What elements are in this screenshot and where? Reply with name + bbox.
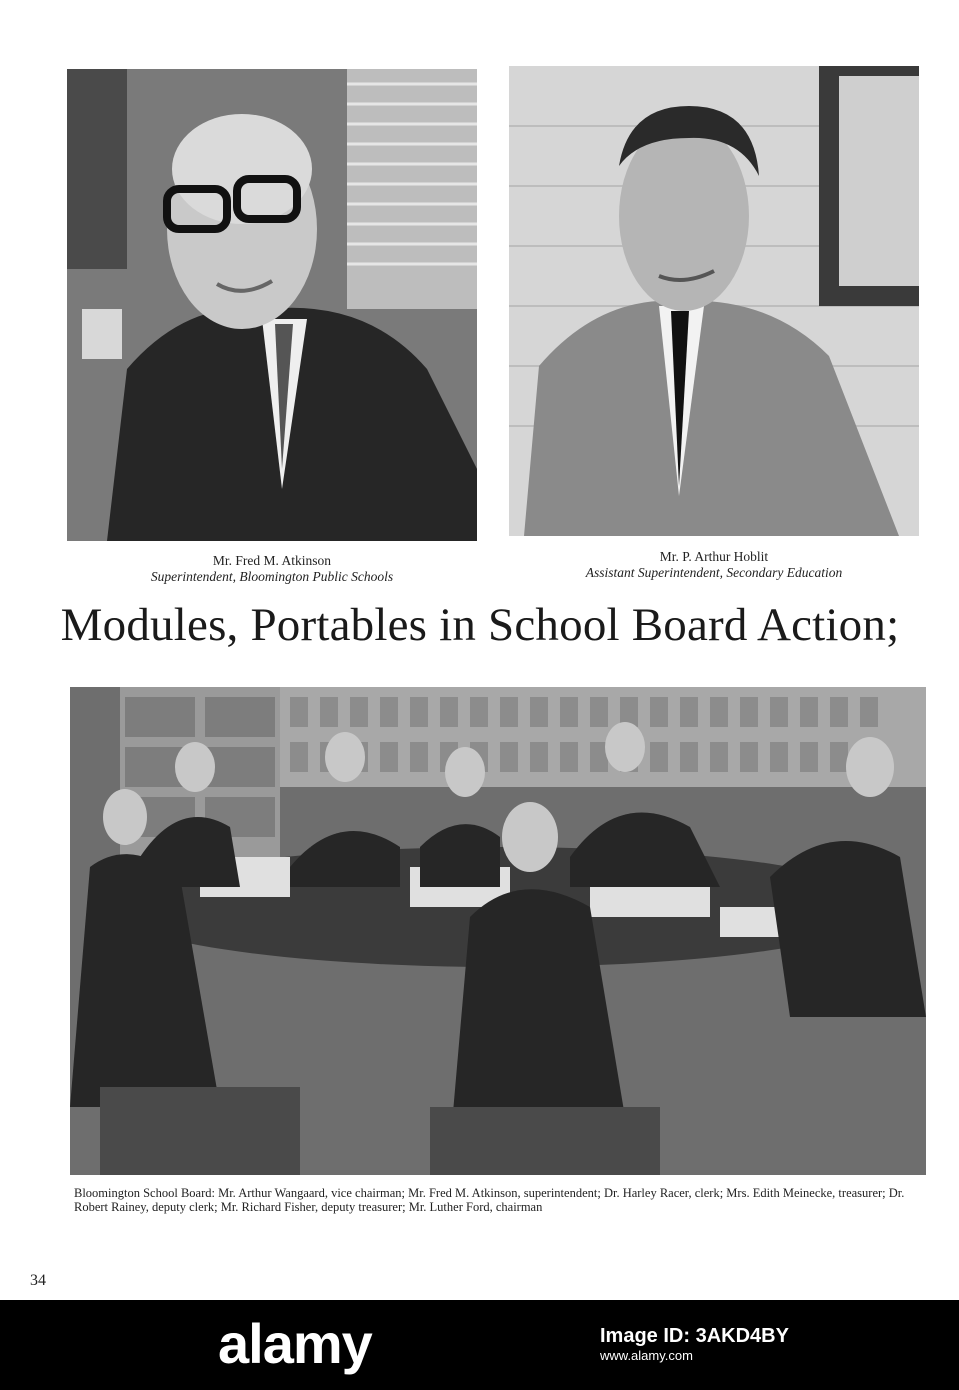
image-id-label: Image ID: 3AKD4BY	[600, 1325, 789, 1347]
page-headline: Modules, Portables in School Board Action;	[60, 599, 900, 651]
watermark-banner	[0, 1300, 959, 1390]
portrait-name: Mr. P. Arthur Hoblit	[659, 549, 769, 564]
board-caption: Bloomington School Board: Mr. Arthur Wangaard, vice chairman; Mr. Fred M. Atkinson, superintendent; Dr. Harley Racer, clerk; Mrs. Edith Meinecke, treasurer; Dr. Robert Rainey, deputy clerk; Mr. Richard Fisher, deputy treasurer; Mr. Luther Ford, chairman	[74, 1186, 905, 1214]
portrait-caption-atkinson	[67, 553, 477, 585]
alamy-meta	[600, 1326, 789, 1366]
portrait-title: Superintendent, Bloomington Public Schools	[150, 569, 394, 584]
portrait-title: Assistant Superintendent, Secondary Education	[585, 565, 843, 580]
alamy-logo: alamy	[218, 1312, 372, 1375]
portrait-caption-hoblit	[509, 549, 919, 581]
portrait-photo-atkinson	[67, 69, 477, 541]
page-number: 34	[30, 1272, 46, 1289]
portrait-name: Mr. Fred M. Atkinson	[212, 553, 332, 568]
school-board-photo	[70, 687, 926, 1175]
alamy-site: www.alamy.com	[600, 1348, 693, 1363]
portrait-photo-hoblit	[509, 66, 919, 536]
